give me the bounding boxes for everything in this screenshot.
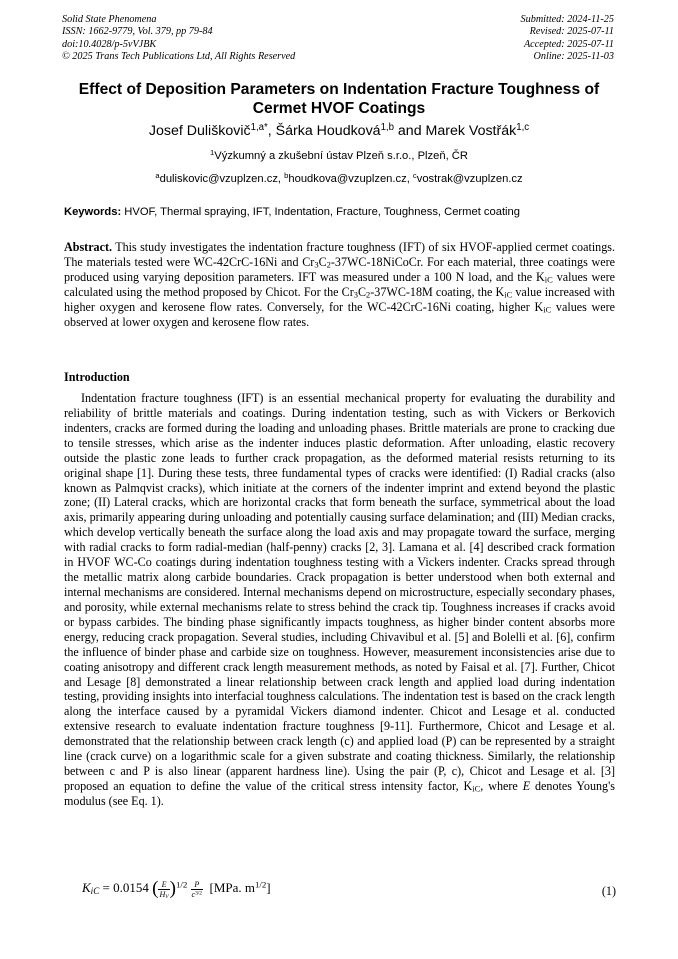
keywords-label: Keywords: <box>64 206 122 218</box>
abstract-text: values were observed at lower oxygen and kerosene flow rates. <box>64 299 615 329</box>
keywords-text: HVOF, Thermal spraying, IFT, Indentation, Fracture, Toughness, Cermet coating <box>121 206 520 218</box>
author-name: Josef Duliškovič <box>148 123 251 139</box>
date-accepted: Accepted: 2025-07-11 <box>523 38 614 50</box>
eq-units-close: ] <box>266 879 271 895</box>
eq-fraction-e-h <box>158 880 169 899</box>
author-list <box>40 123 638 139</box>
affiliation-marker: 1 <box>210 148 215 158</box>
affiliation <box>40 150 638 162</box>
abstract-subscript: 2 <box>366 289 371 300</box>
introduction-text: denotes Young's modulus (see Eq. 1). <box>64 778 615 808</box>
journal-copyright: © 2025 Trans Tech Publications Ltd, All Rights Reserved <box>62 51 296 63</box>
abstract-text: values were calculated using the method proposed by Chicot. For the Cr <box>64 269 615 299</box>
abstract-subscript: iC <box>504 289 513 300</box>
author-separator: and <box>393 123 426 139</box>
abstract <box>64 240 615 329</box>
affiliation-text: Výzkumný a zkušební ústav Plzeň s.r.o., Plzeň, ČR <box>214 150 468 162</box>
keywords <box>64 206 616 218</box>
abstract-subscript: 3 <box>353 289 358 300</box>
introduction-paragraph <box>64 391 615 809</box>
date-online: Online: 2025-11-03 <box>533 51 614 63</box>
equation-1 <box>82 878 616 908</box>
eq-c: c <box>191 889 196 899</box>
abstract-text: C <box>357 284 367 299</box>
journal-info <box>62 14 295 64</box>
date-submitted: Submitted: 2024-11-25 <box>520 14 614 25</box>
author-emails <box>40 173 638 185</box>
eq-paren-close: ) <box>169 878 176 899</box>
abstract-label: Abstract. <box>64 240 113 254</box>
eq-numerator: P <box>191 880 204 890</box>
email-marker: a <box>155 171 160 181</box>
email-link[interactable]: vostrak@vzuplzen.cz <box>416 173 523 185</box>
eq-h-subscript: V <box>165 893 169 900</box>
introduction-variable: E <box>522 778 531 793</box>
author-affil-marker: 1,a* <box>250 122 268 134</box>
introduction-text: , where <box>480 778 523 793</box>
abstract-subscript: 2 <box>326 259 331 270</box>
eq-h: H <box>159 889 166 899</box>
eq-fraction-p-c <box>191 880 204 899</box>
abstract-subscript: 3 <box>314 259 319 270</box>
eq-units: [MPa. m <box>209 879 256 895</box>
equation-formula <box>82 878 271 900</box>
journal-issn: ISSN: 1662-9779, Vol. 379, pp 79-84 <box>62 26 213 38</box>
abstract-text: This study investigates the indentation fracture toughness (IFT) of six HVOF-applied cermet coatings. The materials tested were WC-42CrC-16Ni and Cr <box>64 240 615 269</box>
eq-units-exponent: 1/2 <box>255 879 267 890</box>
date-revised: Revised: 2025-07-11 <box>529 26 614 38</box>
abstract-text: -37WC-18M coating, the K <box>370 284 505 299</box>
author-affil-marker: 1,c <box>516 122 530 134</box>
introduction-text: Indentation fracture toughness (IFT) is an essential mechanical property for evaluating the durability and reliability of brittle materials and coatings. During indentation testing, such as with Vickers or Berkovich indenters, cracks are formed during the loading and unloading phases. Brittle materials are prone to cracking due to tensile stresses, which arise as the indenter induces plastic deformation. After unloading, elastic recovery outside the plastic zone leads to further crack propagation, as the deformed material resists returning to its original shape [1]. During these tests, three fundamental types of cracks were identified: (I) Radial cracks (also known as Palmqvist cracks), which initiate at the corners of the indenter imprint and extend beyond the plastic zone; (II) Lateral cracks, which are horizontal cracks that form beneath the surface, symmetrical about the load axis, primarily appearing during unloading and potentially causing surface delamination; and (III) Median cracks, which develop vertically beneath the surface along the load axis and may propagate toward the surface, merging with radial cracks to form radial-median (half-penny) cracks [2, 3]. Lamana et al. [4] described crack formation in HVOF WC-Co coatings during indentation toughness testing with a Vickers indenter. Cracks spread through the metallic matrix along carbide boundaries. Crack propagation is better understood when both external and internal mechanisms are considered. Internal mechanisms depend on microstructure, especially secondary phases, and porosity, while external mechanisms relate to stress behind the crack tip. Toughness increases if cracks avoid or bypass carbides. The binding phase significantly impacts toughness, as higher binder content absorbs more energy, reducing crack propagation. Several studies, including Chivavibul et al. [5] and Bolelli et al. [6], confirm the influence of binder phase and carbide size on toughness. However, measurement inconsistencies arise due to coating anisotropy and different crack length measurement methods, as noted by Faisal et al. [7]. Further, Chicot and Lesage [8] demonstrated a linear relationship between crack length and applied load during indentation testing, providing insights into interfacial toughness calculations. The indentation test is based on the crack length along the interface caused by a pyramidal Vickers diamond indenter. Chicot and Lesage et al. conducted extensive research to evaluate indentation fracture toughness [9-11]. Furthermore, Chicot and Lesage et al. demonstrated that the relationship between crack length (c) and applied load (P) can be represented by a straight line (crack curve) on a logarithmic scale for a given substrate and coating thickness. Similarly, the relationship between c and P is also linear (apparent hardness line). Using the pair (P, c), Chicot and Lesage et al. [3] proposed an equation to define the value of the critical stress intensity factor, K <box>64 391 615 793</box>
author-affil-marker: 1,b <box>380 122 394 134</box>
publication-dates <box>521 14 614 64</box>
journal-name: Solid State Phenomena <box>62 14 157 25</box>
author-name: Šárka Houdková <box>275 123 381 139</box>
author-name: Marek Vostřák <box>425 123 517 139</box>
email-link[interactable]: duliskovic@vzuplzen.cz, <box>159 173 285 185</box>
eq-c-exponent: 3/2 <box>195 889 203 896</box>
eq-exponent: 1/2 <box>175 879 188 890</box>
eq-paren-open: ( <box>152 878 159 899</box>
abstract-subscript: iC <box>543 304 552 315</box>
email-marker: b <box>284 171 289 181</box>
abstract-text: C <box>318 254 327 269</box>
eq-numerator: E <box>158 880 169 890</box>
equation-number: (1) <box>601 884 616 898</box>
paper-title: Effect of Deposition Parameters on Indentation Fracture Toughness of Cermet HVOF Coatings <box>78 81 600 117</box>
eq-coefficient: = 0.0154 <box>99 879 149 895</box>
email-marker: c <box>412 171 417 181</box>
abstract-subscript: iC <box>544 274 553 285</box>
eq-lhs-subscript: iC <box>90 885 100 896</box>
email-link[interactable]: houdkova@vzuplzen.cz, <box>288 173 413 185</box>
section-heading-introduction: Introduction <box>64 370 130 384</box>
abstract-text: -37WC-18NiCoCr. For each material, three coatings were produced using varying deposition parameters. IFT was measured under a 100 N load, and the K <box>64 254 615 284</box>
introduction-subscript: iC <box>472 783 481 794</box>
journal-doi[interactable]: doi:10.4028/p-5vVJBK <box>62 38 157 50</box>
author-separator: , <box>267 123 276 139</box>
eq-denominator <box>158 890 169 899</box>
eq-denominator <box>191 890 204 899</box>
abstract-text: value increased with higher oxygen and kerosene flow rates. Conversely, for the WC-42CrC-16Ni coating, higher K <box>64 284 615 314</box>
eq-lhs: K <box>82 879 91 895</box>
